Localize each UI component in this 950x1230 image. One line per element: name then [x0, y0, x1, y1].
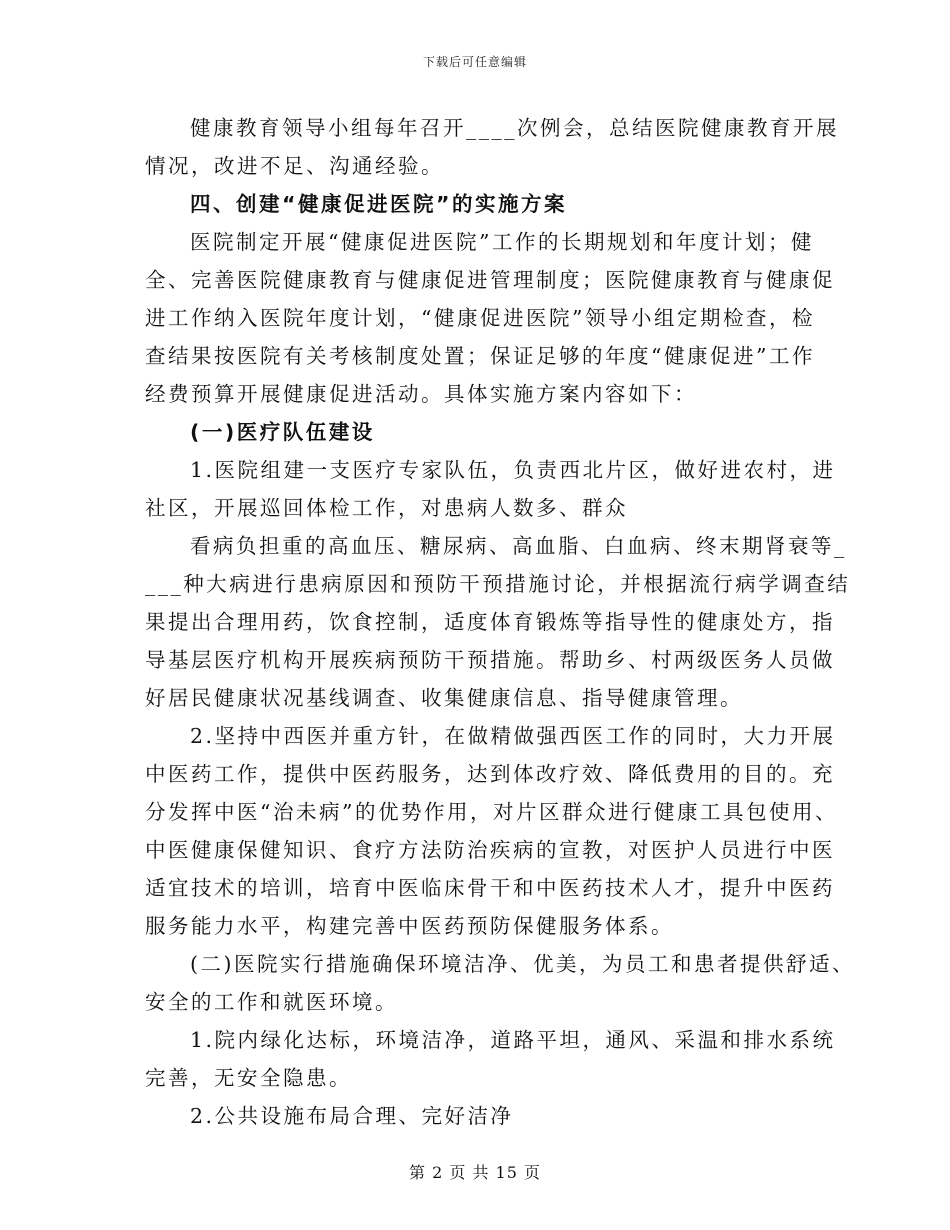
body-line: 经费预算开展健康促进活动。具体实施方案内容如下： — [145, 382, 697, 406]
body-line: 服务能力水平，构建完善中医药预防保健服务体系。 — [145, 914, 674, 938]
body-line: 医院制定开展“健康促进医院”工作的长期规划和年度计划；健 — [190, 230, 814, 254]
body-line: 好居民健康状况基线调查、收集健康信息、指导健康管理。 — [145, 686, 743, 710]
section-heading: 四、创建“健康促进医院”的实施方案 — [190, 192, 567, 216]
body-line: 健康教育领导小组每年召开____次例会，总结医院健康教育开展 — [190, 116, 839, 140]
page-number-footer: 第 2 页 共 15 页 — [409, 1163, 541, 1182]
body-line: (二)医院实行措施确保环境洁净、优美，为员工和患者提供舒适、 — [190, 952, 855, 976]
body-line: 导基层医疗机构开展疾病预防干预措施。帮助乡、村两级医务人员做 — [145, 648, 835, 672]
body-line: 果提出合理用药，饮食控制，适度体育锻炼等指导性的健康处方，指 — [145, 610, 835, 634]
body-line: 适宜技术的培训，培育中医临床骨干和中医药技术人才，提升中医药 — [145, 876, 835, 900]
body-line: 安全的工作和就医环境。 — [145, 990, 398, 1014]
body-line: 1.院内绿化达标，环境洁净，道路平坦，通风、采温和排水系统 — [190, 1028, 836, 1052]
body-line: 情况，改进不足、沟通经验。 — [145, 154, 444, 178]
body-line: 看病负担重的高血压、糖尿病、高血脂、白血病、终末期肾衰等_ — [190, 534, 847, 558]
body-line: 查结果按医院有关考核制度处置；保证足够的年度“健康促进”工作 — [145, 344, 815, 368]
body-line: 分发挥中医“治未病”的优势作用，对片区群众进行健康工具包使用、 — [145, 800, 838, 824]
body-line: 社区，开展巡回体检工作，对患病人数多、群众 — [145, 496, 628, 520]
body-line: 1.医院组建一支医疗专家队伍，负责西北片区，做好进农村，进 — [190, 458, 836, 482]
body-line: 2.公共设施布局合理、完好洁净 — [190, 1104, 514, 1128]
body-line: 进工作纳入医院年度计划，“健康促进医院”领导小组定期检查，检 — [145, 306, 815, 330]
body-line: 全、完善医院健康教育与健康促进管理制度；医院健康教育与健康促 — [145, 268, 835, 292]
body-line: 完善，无安全隐患。 — [145, 1066, 352, 1090]
subsection-heading: (一)医疗队伍建设 — [190, 420, 375, 444]
page-header-note: 下载后可任意编辑 — [422, 55, 527, 69]
body-line: ___种大病进行患病原因和预防干预措施讨论，并根据流行病学调查结 — [145, 572, 851, 596]
body-line: 2.坚持中西医并重方针，在做精做强西医工作的同时，大力开展 — [190, 724, 836, 748]
body-line: 中医药工作，提供中医药服务，达到体改疗效、降低费用的目的。充 — [145, 762, 835, 786]
body-line: 中医健康保健知识、食疗方法防治疾病的宣教，对医护人员进行中医 — [145, 838, 835, 862]
